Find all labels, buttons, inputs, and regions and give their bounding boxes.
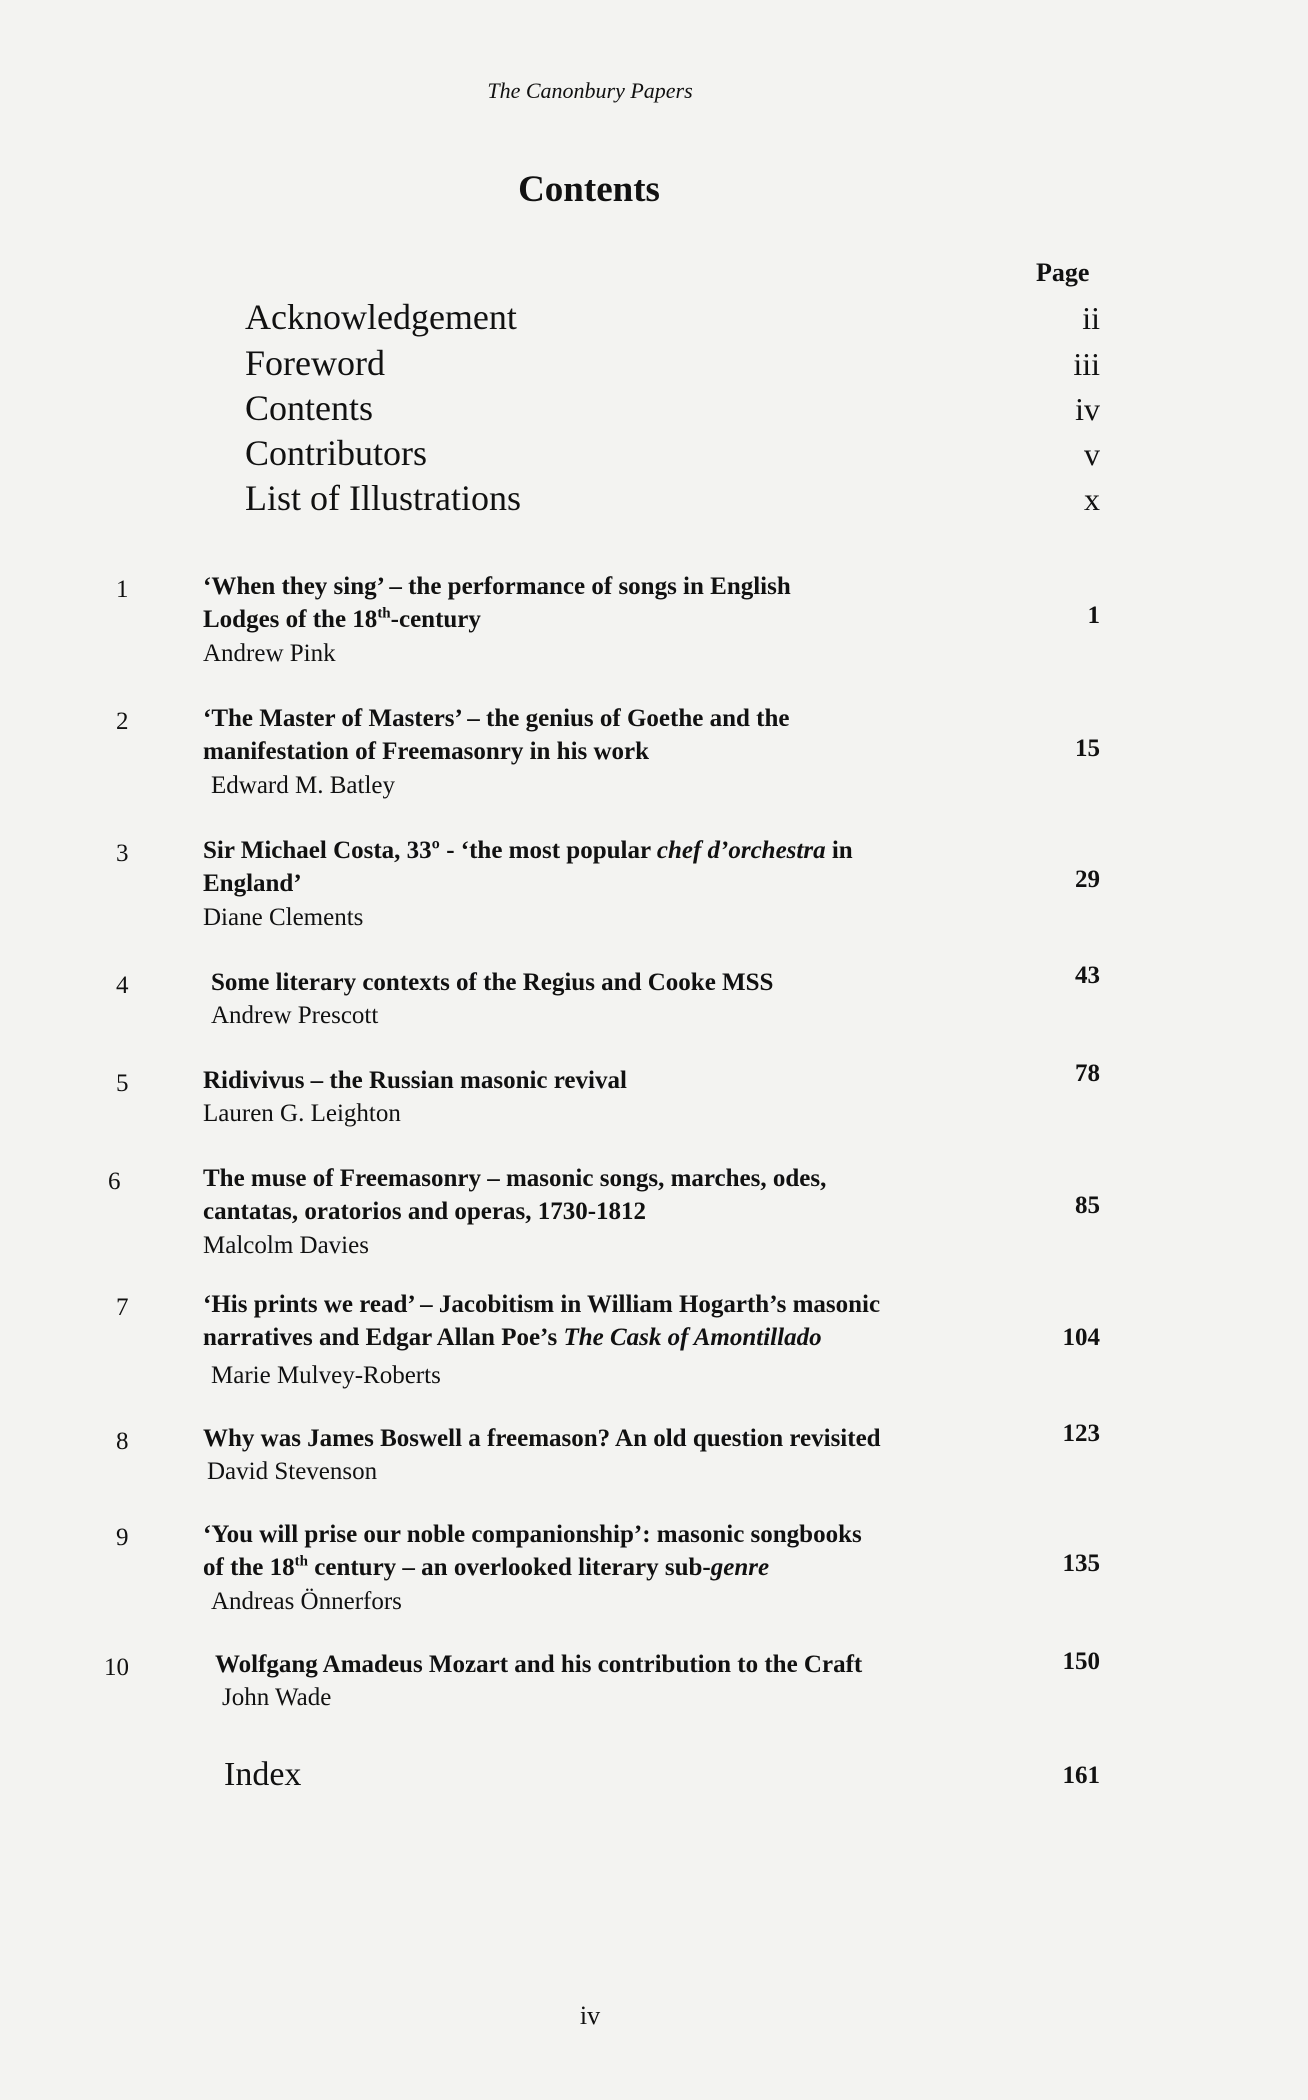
chapter-title-line: England’ [203,870,302,897]
chapter-number: 8 [116,1428,129,1455]
chapter-page: 150 [1062,1648,1100,1675]
front-matter-acknowledgement[interactable]: Acknowledgement [245,297,517,337]
chapter-page: 1 [1087,602,1100,629]
running-head: The Canonbury Papers [487,78,693,103]
chapter-title-line [203,603,791,636]
chapter-title-italic: The Cask of Amontillado [563,1324,822,1351]
chapter-title-line [203,834,853,867]
chapter-title[interactable] [203,1422,881,1455]
chapter-title-segment: in [825,837,853,864]
front-matter-illustrations[interactable]: List of Illustrations [245,478,521,518]
page-title: Contents [518,169,660,210]
front-matter-page: iii [1073,346,1100,382]
chapter-title-line [203,1551,862,1584]
chapter-title-segment: narratives and Edgar Allan Poe’s [203,1324,564,1351]
chapter-page: 135 [1062,1550,1100,1577]
chapter-page: 123 [1062,1420,1100,1447]
chapter-title-italic: chef d’orchestra [656,837,826,864]
chapter-number: 7 [116,1294,129,1321]
chapter-author: David Stevenson [207,1458,378,1485]
chapter-number: 3 [116,840,129,867]
chapter-author: Malcolm Davies [203,1232,369,1259]
chapter-title-segment: Sir Michael Costa, 33º - ‘the most popular [203,837,657,864]
chapter-page: 43 [1075,962,1100,989]
chapter-title[interactable] [203,834,853,900]
chapter-page: 104 [1062,1324,1100,1351]
chapter-title[interactable] [203,1162,826,1228]
chapter-author: Andreas Önnerfors [211,1588,402,1615]
chapter-title[interactable] [211,966,773,999]
front-matter-page: iv [1075,391,1100,427]
chapter-author: Edward M. Batley [211,772,395,799]
chapter-title[interactable] [203,570,791,636]
front-matter-page: x [1084,481,1100,517]
chapter-title-line: ‘You will prise our noble companionship’: masonic songbooks [203,1521,862,1548]
chapter-title-line: ‘The Master of Masters’ – the genius of Goethe and the [203,705,790,732]
chapter-title-segment: of the 18 [203,1554,295,1581]
chapter-number: 6 [108,1168,121,1195]
chapter-title-line: Why was James Boswell a freemason? An old question revisited [203,1425,881,1452]
front-matter-contributors[interactable]: Contributors [245,433,428,473]
front-matter-page: v [1084,436,1100,472]
chapter-title[interactable] [203,702,790,768]
page-number: iv [579,2001,601,2030]
chapter-title[interactable] [203,1288,880,1354]
chapter-number: 10 [104,1654,129,1681]
chapter-number: 9 [116,1524,129,1551]
front-matter-page: ii [1082,300,1100,336]
chapter-author: John Wade [222,1684,332,1711]
chapter-author: Andrew Pink [203,640,336,667]
ordinal-suffix: th [294,1553,308,1570]
ordinal-suffix: th [377,605,391,622]
chapter-title-line: The muse of Freemasonry – masonic songs, marches, odes, [203,1165,827,1192]
chapter-title-line: Ridivivus – the Russian masonic revival [203,1067,627,1094]
chapter-title-line: Wolfgang Amadeus Mozart and his contribution to the Craft [215,1651,863,1678]
chapter-author: Diane Clements [203,904,364,931]
index-page: 161 [1062,1762,1100,1789]
chapter-author: Marie Mulvey-Roberts [211,1362,441,1389]
chapter-title[interactable] [203,1064,627,1097]
chapter-author: Lauren G. Leighton [203,1100,401,1127]
chapter-number: 5 [116,1070,129,1097]
chapter-title[interactable] [203,1518,862,1584]
index-entry[interactable]: Index [224,1756,302,1793]
chapter-title-segment: Lodges of the 18 [203,606,378,633]
front-matter-contents[interactable]: Contents [245,388,374,428]
chapter-title-line [203,1321,880,1354]
chapter-title-segment: century – an overlooked literary sub- [308,1554,711,1581]
chapter-title-line: ‘When they sing’ – the performance of songs in English [203,573,791,600]
chapter-page: 78 [1075,1060,1100,1087]
chapter-number: 4 [116,972,129,999]
chapter-number: 2 [116,708,129,735]
chapter-title-line: cantatas, oratorios and operas, 1730-1812 [203,1198,647,1225]
chapter-title-line: manifestation of Freemasonry in his work [203,738,650,765]
chapter-title-segment: -century [390,606,481,633]
chapter-author: Andrew Prescott [211,1002,379,1029]
chapter-title[interactable] [215,1648,862,1681]
chapter-title-line: Some literary contexts of the Regius and Cooke MSS [211,969,774,996]
page-column-label: Page [1036,258,1090,287]
chapter-page: 85 [1075,1192,1100,1219]
chapter-title-line: ‘His prints we read’ – Jacobitism in William Hogarth’s masonic [203,1291,881,1318]
front-matter-foreword[interactable]: Foreword [245,343,385,383]
chapter-page: 29 [1075,866,1100,893]
chapter-number: 1 [116,576,129,603]
chapter-page: 15 [1075,735,1100,762]
chapter-title-italic: genre [710,1554,770,1581]
